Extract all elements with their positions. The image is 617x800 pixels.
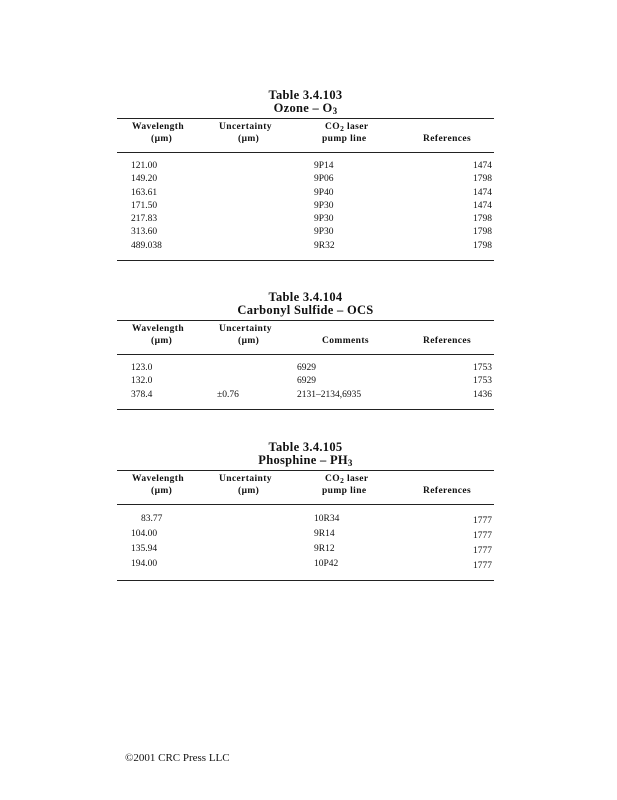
copyright-footer: ©2001 CRC Press LLC (125, 752, 230, 764)
table-3-4-103 (117, 89, 494, 261)
column-headers (117, 471, 494, 504)
header-pump-line: pump line (322, 134, 367, 144)
table-row: 149.20 9P06 1798 (131, 174, 492, 185)
table-row: 217.83 9P30 1798 (131, 214, 492, 225)
header-uncertainty-unit: (μm) (238, 336, 260, 346)
header-wavelength: Wavelength (132, 324, 185, 334)
table-subtitle: Carbonyl Sulfide – OCS (237, 303, 374, 317)
header-wavelength-unit: (μm) (151, 134, 173, 144)
table-body (117, 505, 494, 580)
table-row: 313.60 9P30 1798 (131, 227, 492, 238)
header-wavelength-unit: (μm) (151, 486, 173, 496)
header-co2-laser: $CO_2$ laser (325, 474, 369, 485)
header-wavelength-unit: (μm) (151, 336, 173, 346)
column-headers (117, 321, 494, 354)
header-wavelength: Wavelength (132, 474, 185, 484)
table-3-4-104 (117, 291, 494, 410)
table-row: 83.77 10R34 1777 (141, 514, 492, 526)
header-co2-laser: $CO_2$ laser (325, 122, 369, 133)
header-references: References (423, 336, 472, 346)
header-uncertainty-unit: (μm) (238, 486, 260, 496)
table-row: 123.0 6929 1753 (131, 363, 492, 373)
header-uncertainty-unit: (μm) (238, 134, 260, 144)
table-row: 489.038 9R32 1798 (131, 240, 492, 251)
table-title: Table 3.4.105 (268, 440, 343, 454)
column-headers (117, 119, 494, 152)
table-title: Table 3.4.103 (268, 88, 343, 102)
table-row: 194.00 10P42 1777 (131, 559, 492, 571)
header-wavelength: Wavelength (132, 122, 185, 132)
table-row: 121.00 9P14 1474 (131, 161, 492, 171)
table-title: Table 3.4.104 (268, 290, 343, 304)
bottom-rule (117, 580, 494, 581)
table-row: 132.0 6929 1753 (131, 376, 492, 387)
table-subtitle: Ozone – $O_3$ (273, 101, 338, 116)
bottom-rule (117, 260, 494, 261)
table-row: 171.50 9P30 1474 (131, 200, 492, 211)
header-uncertainty: Uncertainty (219, 324, 272, 334)
table-subtitle: Phosphine – $PH_3$ (258, 453, 353, 468)
table-row: 378.4 ±0.76 2131–2134,6935 1436 (131, 389, 492, 400)
table-3-4-105 (117, 441, 494, 581)
table-body (117, 153, 494, 260)
header-pump-line: pump line (322, 486, 367, 496)
table-body (117, 355, 494, 409)
header-uncertainty: Uncertainty (219, 122, 272, 132)
bottom-rule (117, 409, 494, 410)
header-references: References (423, 486, 472, 496)
header-comments: Comments (322, 336, 369, 346)
header-references: References (423, 134, 472, 144)
table-row: 104.00 9R14 1777 (131, 529, 492, 541)
table-row: 163.61 9P40 1474 (131, 187, 492, 198)
table-row: 135.94 9R12 1777 (131, 544, 492, 556)
header-uncertainty: Uncertainty (219, 474, 272, 484)
